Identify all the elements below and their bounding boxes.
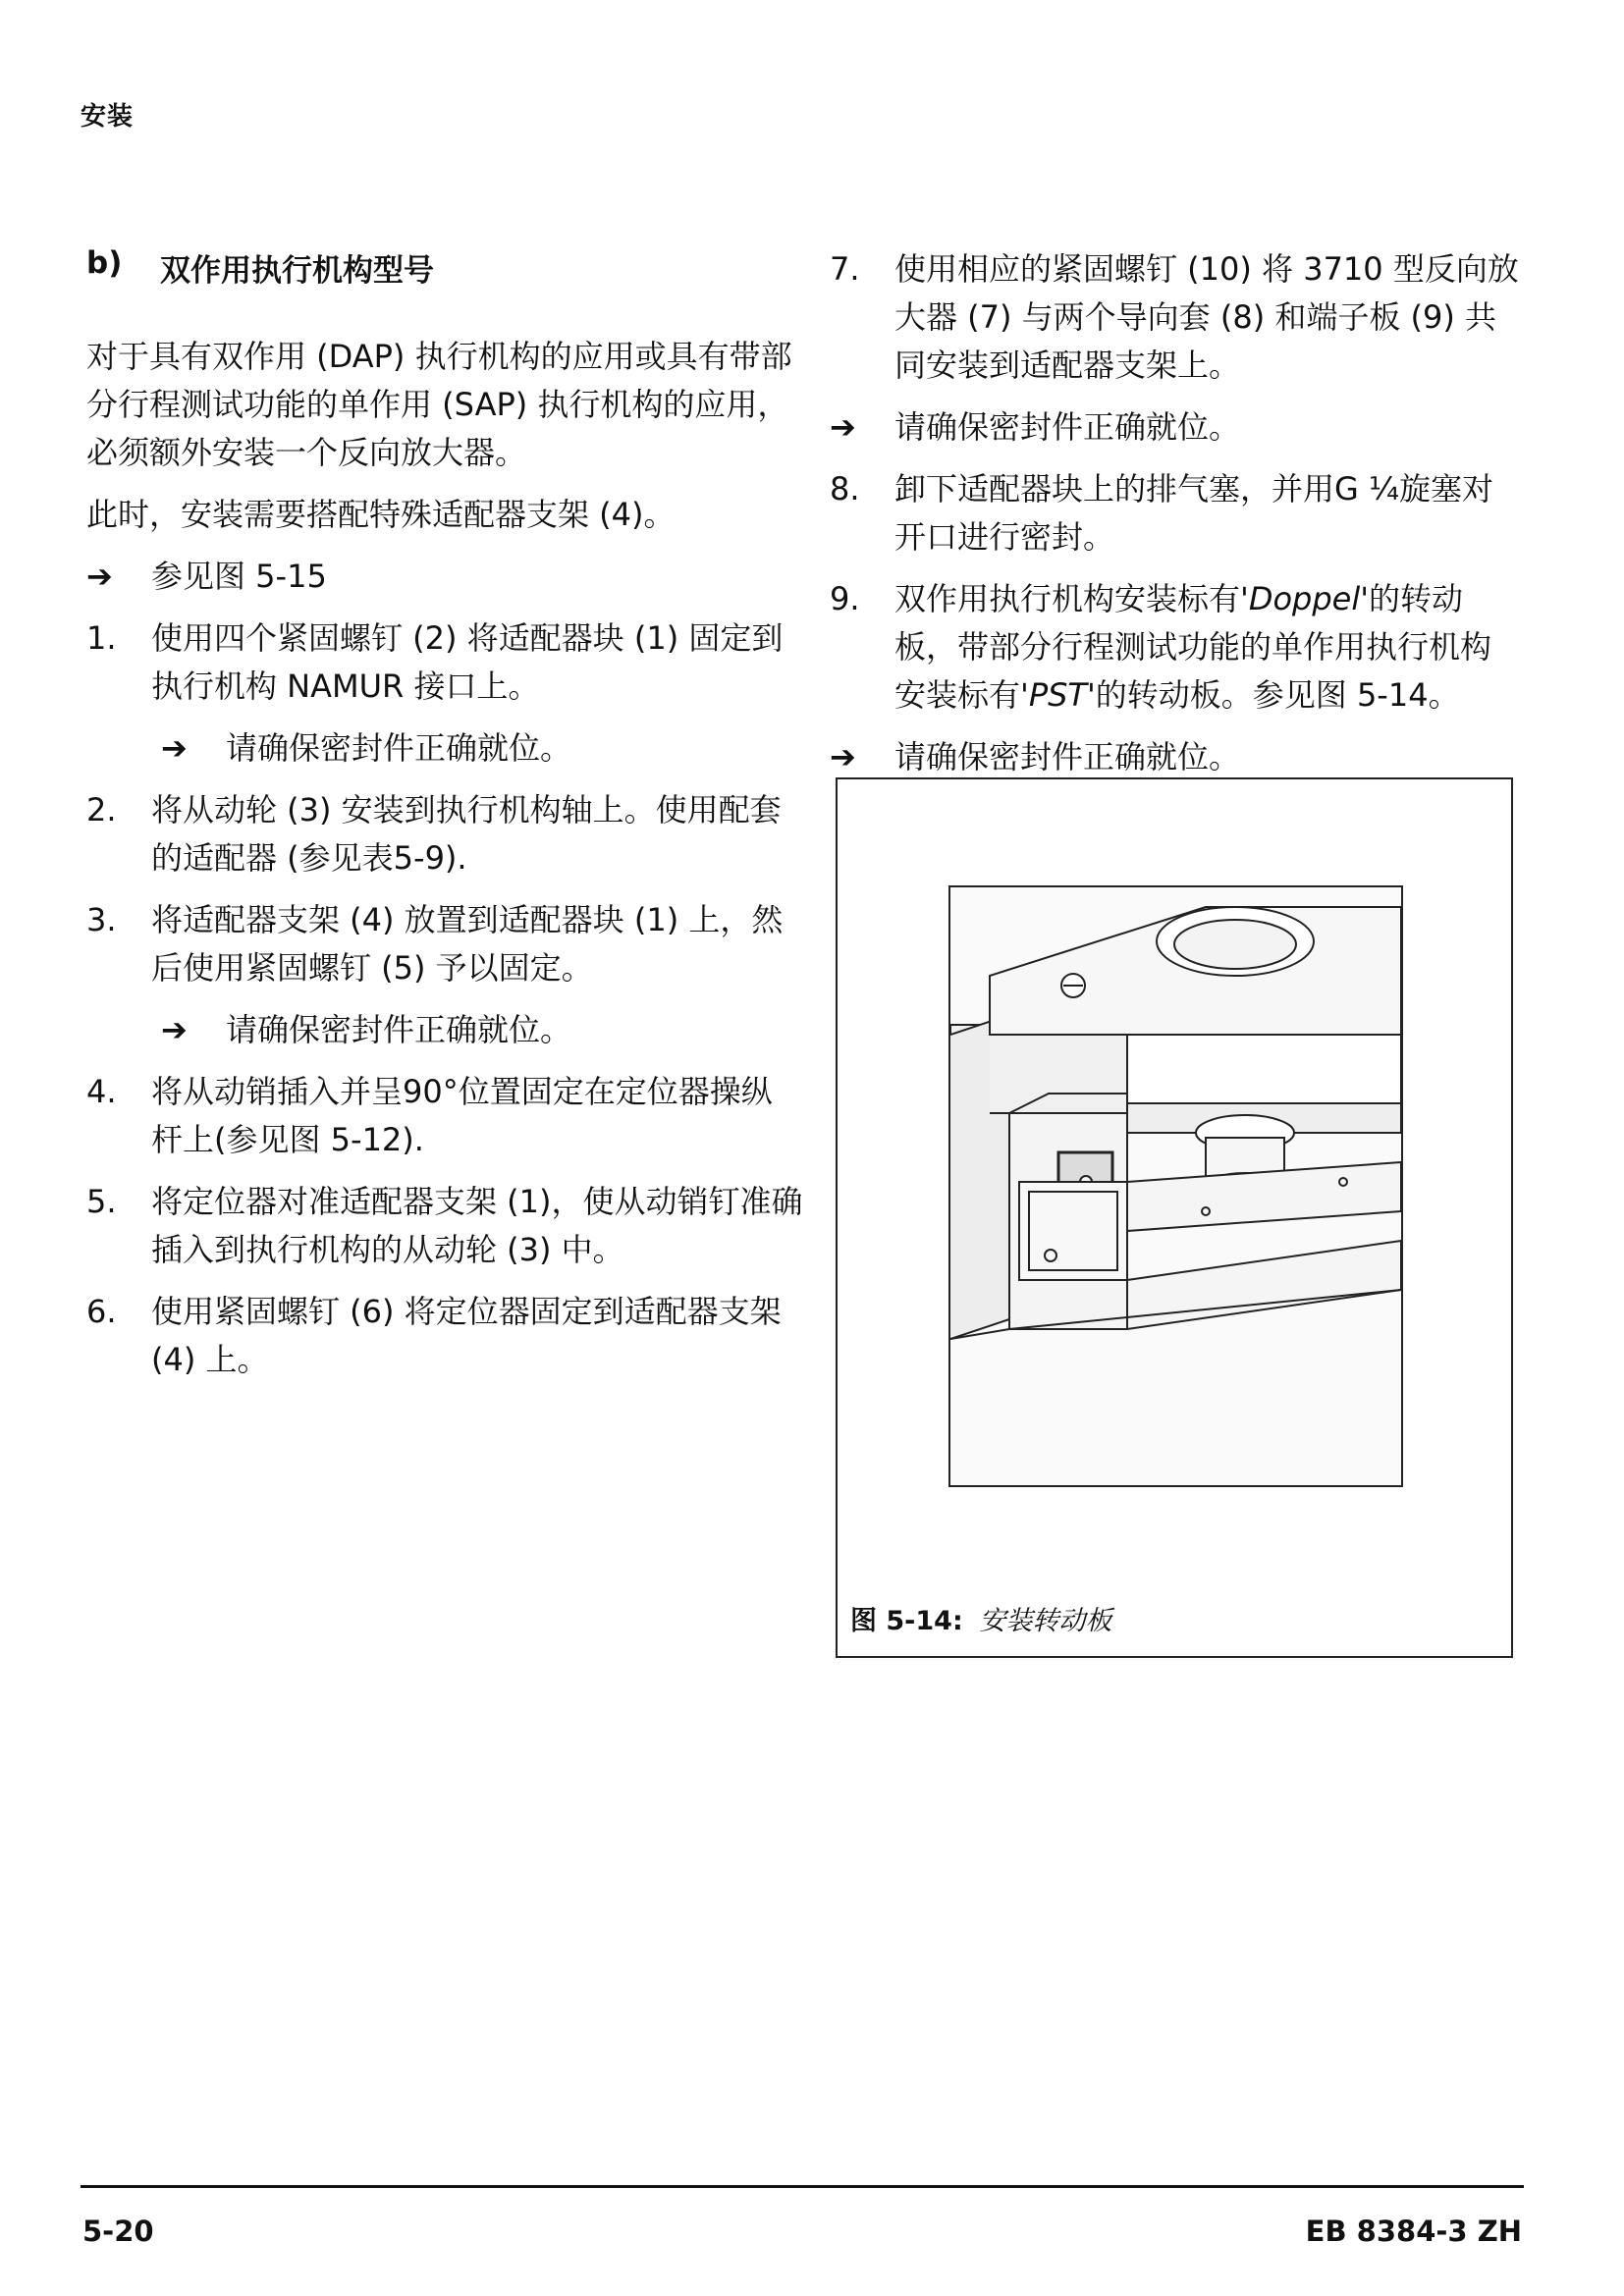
step-7-note (830, 403, 1522, 452)
step-text: 将适配器支架 (4) 放置到适配器块 (1) 上，然后使用紧固螺钉 (5) 予以固定。 (151, 901, 784, 987)
footer-divider (81, 2185, 1524, 2188)
step-3-note (86, 1006, 803, 1054)
section-title: 双作用执行机构型号 (160, 253, 434, 289)
step-number: 6. (86, 1293, 117, 1330)
step-text: 使用相应的紧固螺钉 (10) 将 3710 型反向放大器 (7) 与两个导向套 (8) 和端子板 (9) 共同安装到适配器支架上。 (894, 250, 1519, 384)
arrow-icon: ➔ (830, 408, 856, 446)
step-text-part: 双作用执行机构安装标有' (894, 580, 1249, 617)
reference-item (86, 553, 803, 601)
step-number: 8. (830, 470, 860, 507)
step-3 (86, 896, 803, 992)
step-text-part: '的转动板。参见图 5-14。 (1086, 676, 1460, 714)
left-column (86, 245, 803, 1398)
step-6 (86, 1288, 803, 1384)
step-text: 将定位器对准适配器支架 (1)，使从动销钉准确插入到执行机构的从动轮 (3) 中。 (151, 1183, 803, 1268)
step-text: 将从动轮 (3) 安装到执行机构轴上。使用配套的适配器 (参见表5-9). (151, 791, 782, 877)
step-8 (830, 465, 1522, 561)
positioner-drawing (950, 887, 1401, 1485)
step-7 (830, 245, 1522, 390)
arrow-icon: ➔ (86, 558, 113, 595)
note-text: 请确保密封件正确就位。 (226, 729, 572, 767)
adapter-paragraph: 此时，安装需要搭配特殊适配器支架 (4)。 (86, 496, 676, 533)
step-9-note (830, 733, 1522, 781)
caption-label: 图 5-14: (850, 1606, 963, 1636)
section-heading (86, 245, 803, 290)
note-text: 请确保密封件正确就位。 (894, 738, 1241, 775)
doppel-label: Doppel (1248, 580, 1361, 617)
step-4 (86, 1068, 803, 1164)
step-number: 1. (86, 619, 117, 657)
step-1 (86, 614, 803, 711)
figure-caption (850, 1599, 1111, 1637)
right-column (830, 245, 1522, 795)
step-number: 5. (86, 1183, 117, 1220)
step-text: 卸下适配器块上的排气塞，并用G ¼旋塞对开口进行密封。 (894, 470, 1493, 556)
step-number: 4. (86, 1073, 117, 1110)
pst-label: PST (1028, 676, 1087, 714)
caption-text: 安装转动板 (979, 1606, 1112, 1636)
step-number: 2. (86, 791, 117, 828)
step-text-part: '的转动板，带部分行程测试功能的单作用执行机构安装标有' (894, 580, 1492, 714)
arrow-icon: ➔ (830, 738, 856, 775)
note-text: 请确保密封件正确就位。 (226, 1011, 572, 1048)
step-9 (830, 575, 1522, 720)
step-text: 将从动销插入并呈90°位置固定在定位器操纵杆上(参见图 5-12). (151, 1073, 773, 1158)
step-text: 使用紧固螺钉 (6) 将定位器固定到适配器支架 (4) 上。 (151, 1293, 782, 1378)
step-1-note (86, 724, 803, 773)
section-number: b) (86, 245, 123, 281)
step-2 (86, 786, 803, 882)
arrow-icon: ➔ (161, 1011, 188, 1048)
turning-plate-illustration (948, 885, 1403, 1487)
note-text: 请确保密封件正确就位。 (894, 408, 1241, 446)
step-5 (86, 1178, 803, 1274)
arrow-icon: ➔ (161, 729, 188, 767)
intro-paragraph: 对于具有双作用 (DAP) 执行机构的应用或具有带部分行程测试功能的单作用 (SAP) 执行机构的应用，必须额外安装一个反向放大器。 (86, 338, 792, 471)
step-text (894, 575, 1522, 720)
figure-5-14 (836, 777, 1513, 1658)
step-number: 9. (830, 580, 860, 617)
header-section-label: 安装 (81, 102, 135, 132)
reference-text: 参见图 5-15 (151, 558, 327, 595)
document-id: EB 8384-3 ZH (1305, 2215, 1522, 2248)
step-number: 7. (830, 250, 860, 288)
page-number: 5-20 (82, 2215, 154, 2248)
step-number: 3. (86, 901, 117, 938)
step-text: 使用四个紧固螺钉 (2) 将适配器块 (1) 固定到执行机构 NAMUR 接口上。 (151, 619, 784, 705)
